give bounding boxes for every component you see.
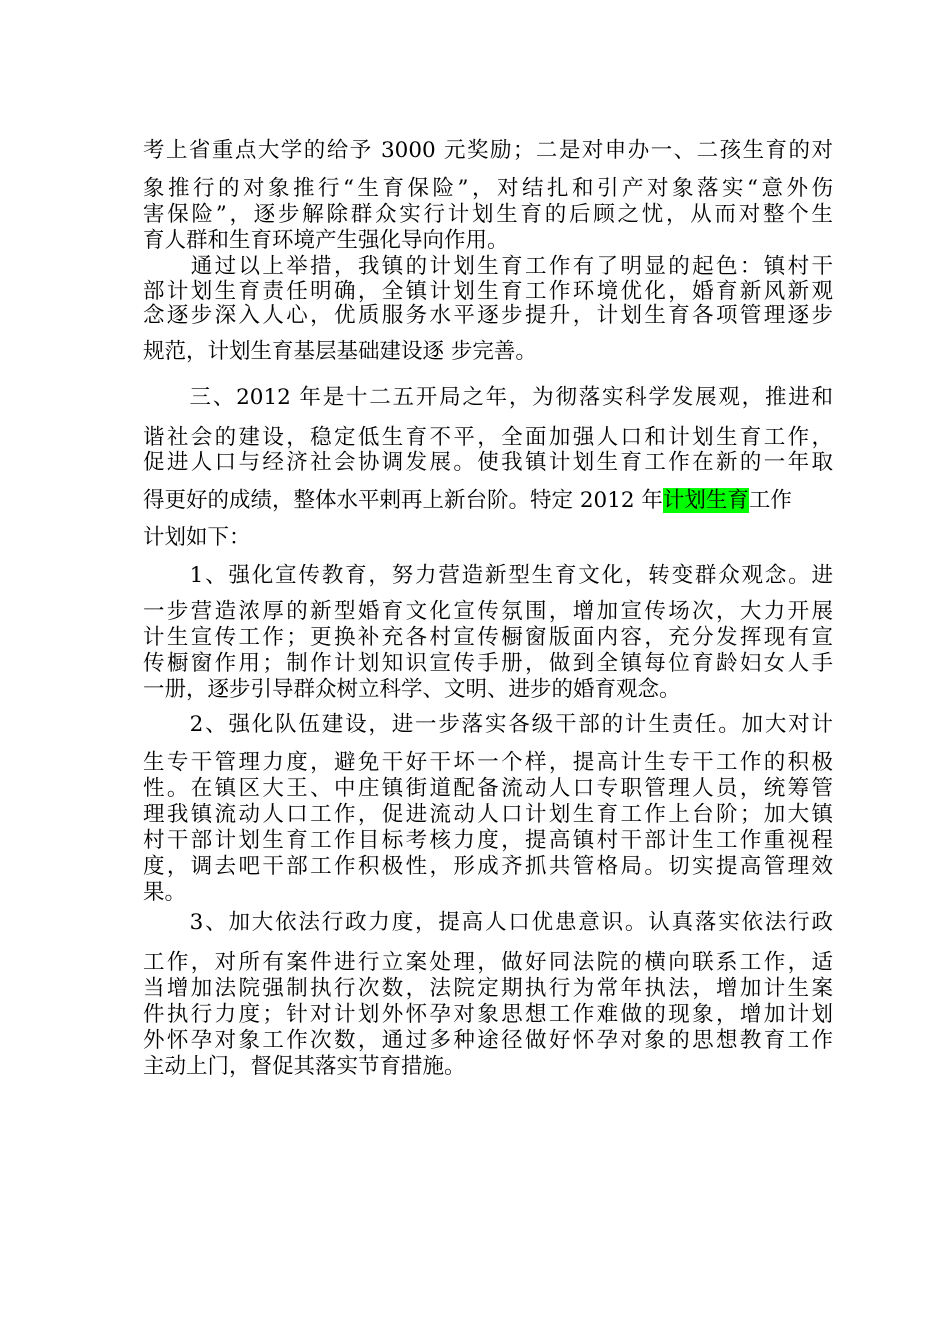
paragraph-line: 当增加法院强制执行次数，法院定期执行为常年执法，增加计生案: [143, 976, 833, 1001]
paragraph-line: 性。在镇区大王、中庄镇街道配备流动人口专职管理人员，统筹管: [143, 776, 833, 801]
paragraph-line: 念逐步深入人心，优质服务水平逐步提升，计划生育各项管理逐步: [143, 303, 833, 328]
paragraph-line: 理我镇流动人口工作，促进流动人口计划生育工作上台阶；加大镇: [143, 802, 833, 827]
paragraph-line: 1、强化宣传教育，努力营造新型生育文化，转变群众观念。进: [143, 563, 833, 588]
paragraph-line: 三、2012 年是十二五开局之年，为彻落实科学发展观，推进和: [143, 385, 833, 410]
line-text: 工作: [748, 488, 792, 513]
paragraph-line: 谐社会的建设，稳定低生育不平，全面加强人口和计划生育工作，: [143, 425, 833, 450]
paragraph-line: 育人群和生育环境产生强化导向作用。: [143, 228, 509, 253]
paragraph-line: 传橱窗作用；制作计划知识宣传手册，做到全镇每位育龄妇女人手: [143, 651, 833, 676]
paragraph-line: 规范，计划生育基层基础建设逐 步完善。: [143, 339, 537, 364]
paragraph-line: 2、强化队伍建设，进一步落实各级干部的计生责任。加大对计: [143, 712, 833, 737]
highlighted-text: 计划生育: [662, 488, 749, 513]
paragraph-line: 生专干管理力度，避免干好干坏一个样，提高计生专干工作的积极: [143, 750, 833, 775]
paragraph-line: 3、加大依法行政力度，提高人口优患意识。认真落实依法行政: [143, 910, 833, 935]
paragraph-line: 度，调去吧干部工作积极性，形成齐抓共管格局。切实提高管理效: [143, 854, 833, 879]
line-text: 得更好的成绩，整体水平剌再上新台阶。特定 2012 年: [143, 488, 663, 513]
paragraph-line: 果。: [143, 880, 187, 905]
paragraph-line: 考上省重点大学的给予 3000 元奖励；二是对申办一、二孩生育的对: [143, 138, 833, 163]
paragraph-line: 部计划生育责任明确，全镇计划生育工作环境优化，婚育新风新观: [143, 279, 833, 304]
paragraph-line: 促进人口与经济社会协调发展。使我镇计划生育工作在新的一年取: [143, 450, 833, 475]
paragraph-line: 计生宣传工作；更换补充各村宣传橱窗版面内容，充分发挥现有宣: [143, 625, 833, 650]
paragraph-line: 害保险”，逐步解除群众实行计划生育的后顾之忧，从而对整个生: [143, 202, 833, 227]
paragraph-line: 一步营造浓厚的新型婚育文化宣传氛围，增加宣传场次，大力开展: [143, 599, 833, 624]
paragraph-line: 通过以上举措，我镇的计划生育工作有了明显的起色：镇村干: [143, 254, 833, 279]
paragraph-line: 主动上门，督促其落实节育措施。: [143, 1054, 466, 1079]
paragraph-line: [143, 490, 833, 512]
paragraph-line: 外怀孕对象工作次数，通过多种途径做好怀孕对象的思想教育工作: [143, 1028, 833, 1053]
paragraph-line: 工作，对所有案件进行立案处理，做好同法院的横向联系工作，适: [143, 950, 833, 975]
paragraph-line: 村干部计划生育工作目标考核力度，提高镇村干部计生工作重视程: [143, 828, 833, 853]
paragraph-line: 计划如下：: [143, 525, 251, 550]
paragraph-line: 件执行力度；针对计划外怀孕对象思想工作难做的现象，增加计划: [143, 1002, 833, 1027]
paragraph-line: 象推行的对象推行“生育保险”，对结扎和引产对象落实“意外伤: [143, 176, 833, 201]
paragraph-line: 一册，逐步引导群众树立科学、文明、进步的婚育观念。: [143, 677, 681, 702]
